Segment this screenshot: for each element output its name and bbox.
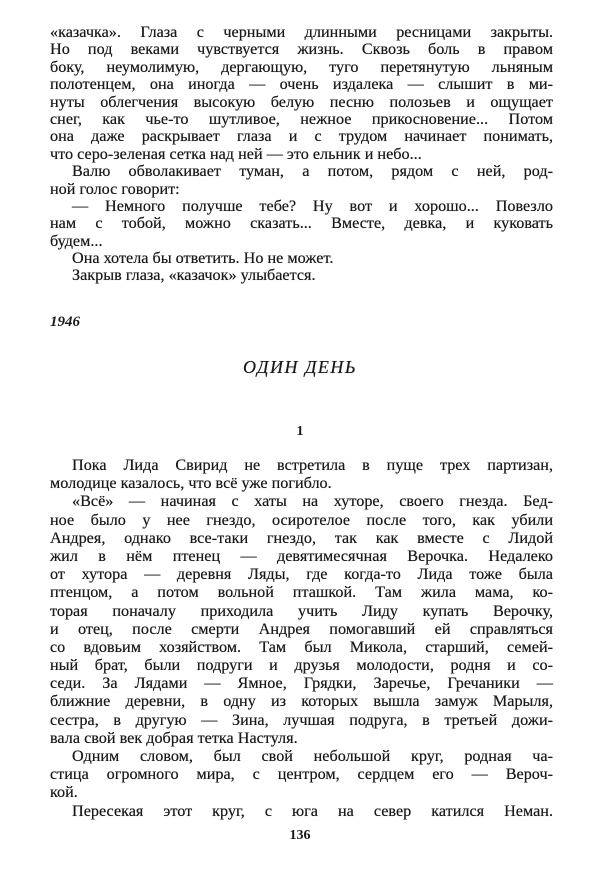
text-line: она даже раскрывает глаза и с трудом начинает понимать,	[50, 127, 553, 146]
text-line: Пока Лида Свирид не встретила в пуще трех партизан,	[72, 456, 553, 474]
text-line: кой.	[50, 783, 78, 802]
text-line: и отец, после смерти Андрея помогавший ей справляться	[50, 619, 553, 638]
text-line: ной голос говорит:	[50, 179, 180, 198]
text-line: жил в нём птенец — девятимесячная Верочка. Недалеко	[50, 546, 553, 565]
text-line: боку, неумолимую, дергающую, туго перетянутую льняным	[50, 57, 553, 76]
text-line: седи. За Лядами — Ямное, Грядки, Заречье, Гречаники —	[50, 674, 553, 693]
page-number: 136	[289, 828, 311, 843]
text-line: Пересекая этот круг, с юга на север катился Неман.	[72, 801, 553, 820]
text-line: «Всё» — начиная с хаты на хуторе, своего гнезда. Бед-	[72, 492, 553, 511]
text-line: Она хотела бы ответить. Но не может.	[72, 249, 334, 268]
text-line: торая поначалу приходила учить Лиду купать Верочку,	[50, 601, 553, 620]
text-line: Одним словом, был свой небольшой круг, родная ча-	[72, 747, 553, 765]
text-line: полотенцем, она иногда — очень издалека — слышит в ми-	[50, 75, 553, 94]
year-date: 1946	[50, 314, 80, 330]
text-block-ending	[50, 24, 553, 285]
text-line: что серо-зеленая сетка над ней — это ельник и небо...	[50, 144, 422, 163]
text-line: сестра, в другую — Зина, лучшая подруга, в третьей дожи-	[50, 710, 553, 729]
text-line: Андрея, однако все-таки гнездо, так как вместе с Лидой	[50, 528, 553, 547]
text-line: снег, как чье-то шутливое, нежное прикосновение... Потом	[50, 109, 553, 128]
text-line: нуты облегчения высокую белую песню полозьев и ощущает	[50, 92, 553, 111]
text-line: вала свой век добрая тетка Настуля.	[50, 728, 298, 747]
text-line: Но под веками чувствуется жизнь. Сквозь боль в правом	[50, 40, 553, 59]
story-title: ОДИН ДЕНЬ	[242, 357, 358, 377]
text-block-chapter-1	[50, 456, 553, 820]
text-line: будем...	[50, 231, 103, 250]
text-line: «казачка». Глаза с черными длинными ресницами закрыты.	[50, 23, 553, 41]
text-line: стица огромного мира, с центром, сердцем его — Вероч-	[50, 765, 553, 784]
text-line: Закрыв глаза, «казачок» улыбается.	[72, 266, 316, 285]
text-line: ный брат, были подруги и друзья молодости, родня и со-	[50, 656, 553, 675]
text-line: — Немного получше тебе? Ну вот и хорошо... Повезло	[72, 196, 553, 215]
text-line: нам с тобой, можно сказать... Вместе, девка, и куковать	[50, 214, 553, 233]
text-line: птенцом, а потом вольной пташкой. Там жила мама, ко-	[50, 583, 553, 602]
chapter-number: 1	[296, 424, 304, 439]
text-line: со вдовьим хозяйством. Там был Микола, старший, семей-	[50, 637, 553, 656]
text-line: от хутора — деревня Ляды, где когда-то Лида тоже была	[50, 565, 553, 584]
text-line: ное было у нее гнездо, осиротелое после того, как убили	[50, 510, 553, 529]
text-line: ближние деревни, в одну из которых вышла замуж Марыля,	[50, 692, 553, 711]
text-line: молодице казалось, что всё уже погибло.	[50, 474, 332, 493]
text-line: Валю обволакивает туман, а потом, рядом с ней, род-	[72, 162, 553, 181]
